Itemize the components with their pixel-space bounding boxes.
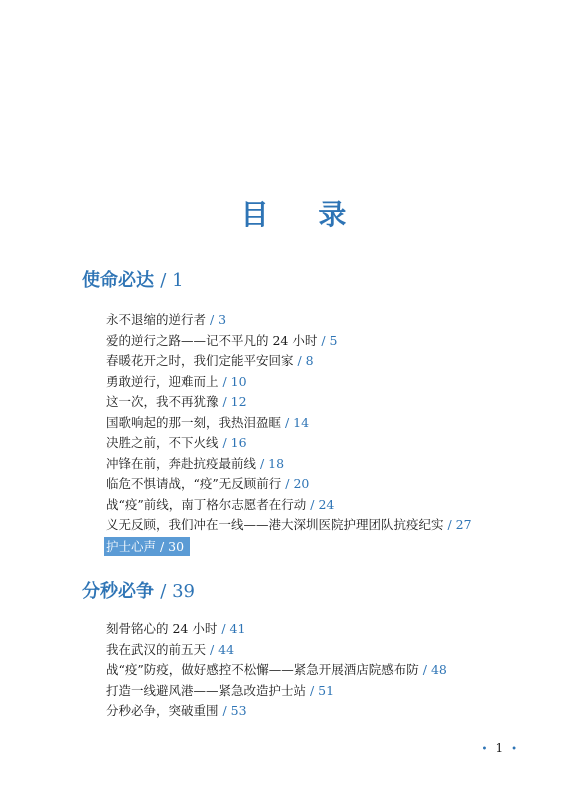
toc-entry[interactable]	[106, 495, 472, 516]
toc-entry[interactable]	[106, 331, 472, 352]
page-number: 1	[495, 741, 504, 755]
toc-entry[interactable]	[106, 474, 472, 495]
entry-page: / 16	[222, 435, 247, 450]
entry-page: / 27	[447, 517, 472, 532]
entry-title: 刻骨铭心的 24 小时	[106, 621, 218, 636]
entry-title: 决胜之前，不下火线	[106, 435, 219, 450]
entry-page: / 41	[221, 621, 246, 636]
section-page: / 1	[160, 270, 184, 291]
section-heading-mission[interactable]	[82, 266, 184, 292]
toc-list-mission	[106, 310, 472, 558]
folio-dot-icon: •	[481, 744, 488, 755]
toc-entry[interactable]	[106, 619, 447, 640]
entry-title: 战“疫”防疫，做好感控不松懈——紧急开展酒店院感布防	[106, 662, 419, 677]
toc-entry[interactable]	[106, 640, 447, 661]
entry-page: / 12	[222, 394, 247, 409]
toc-entry[interactable]	[106, 454, 472, 475]
toc-entry[interactable]	[106, 310, 472, 331]
entry-page: / 44	[210, 641, 235, 657]
page-folio	[474, 741, 525, 755]
entry-title: 爱的逆行之路——记不平凡的 24 小时	[106, 332, 318, 348]
entry-title: 分秒必争，突破重围	[106, 703, 219, 718]
entry-title: 国歌响起的那一刻，我热泪盈眶	[106, 414, 282, 430]
toc-entry[interactable]	[106, 372, 472, 393]
entry-page: / 14	[285, 414, 310, 430]
entry-title: 这一次，我不再犹豫	[106, 394, 219, 409]
section-title: 分秒必争	[82, 581, 154, 602]
toc-entry[interactable]	[106, 392, 472, 413]
entry-title: 临危不惧请战，“疫”无反顾前行	[106, 476, 282, 491]
toc-entry[interactable]	[106, 351, 472, 372]
toc-entry[interactable]	[106, 660, 447, 681]
toc-entry[interactable]	[106, 515, 472, 536]
toc-entry-highlighted[interactable]	[104, 537, 190, 556]
toc-entry[interactable]	[106, 413, 472, 434]
toc-entry[interactable]	[106, 681, 447, 702]
entry-page: / 5	[321, 332, 338, 348]
section-heading-race[interactable]	[82, 577, 195, 603]
entry-title: 护士心声	[106, 538, 157, 554]
entry-title: 打造一线避风港——紧急改造护士站	[106, 682, 307, 698]
entry-title: 冲锋在前，奔赴抗疫最前线	[106, 455, 257, 471]
entry-page: / 3	[210, 312, 227, 327]
entry-page: / 48	[422, 662, 447, 677]
toc-entry[interactable]	[106, 701, 447, 722]
entry-page: / 24	[310, 496, 335, 512]
entry-page: / 30	[160, 538, 185, 554]
entry-page: / 53	[222, 703, 247, 718]
toc-entry[interactable]	[106, 433, 472, 454]
entry-title: 永不退缩的逆行者	[106, 312, 207, 327]
entry-title: 我在武汉的前五天	[106, 641, 207, 657]
section-page: / 39	[160, 581, 195, 602]
toc-list-race	[106, 619, 447, 722]
entry-title: 战“疫”前线，南丁格尔志愿者在行动	[106, 496, 307, 512]
entry-title: 义无反顾，我们冲在一线——港大深圳医院护理团队抗疫纪实	[106, 517, 444, 532]
entry-page: / 10	[222, 373, 247, 389]
toc-title: 目 录	[240, 198, 367, 231]
entry-title: 春暖花开之时，我们定能平安回家	[106, 353, 294, 368]
entry-page: / 18	[260, 455, 285, 471]
entry-page: / 8	[297, 353, 314, 368]
entry-title: 勇敢逆行，迎难而上	[106, 373, 219, 389]
section-title: 使命必达	[82, 270, 154, 291]
entry-page: / 51	[310, 682, 335, 698]
toc-entry-row	[106, 536, 472, 558]
folio-dot-icon: •	[511, 744, 517, 755]
entry-page: / 20	[285, 476, 310, 491]
